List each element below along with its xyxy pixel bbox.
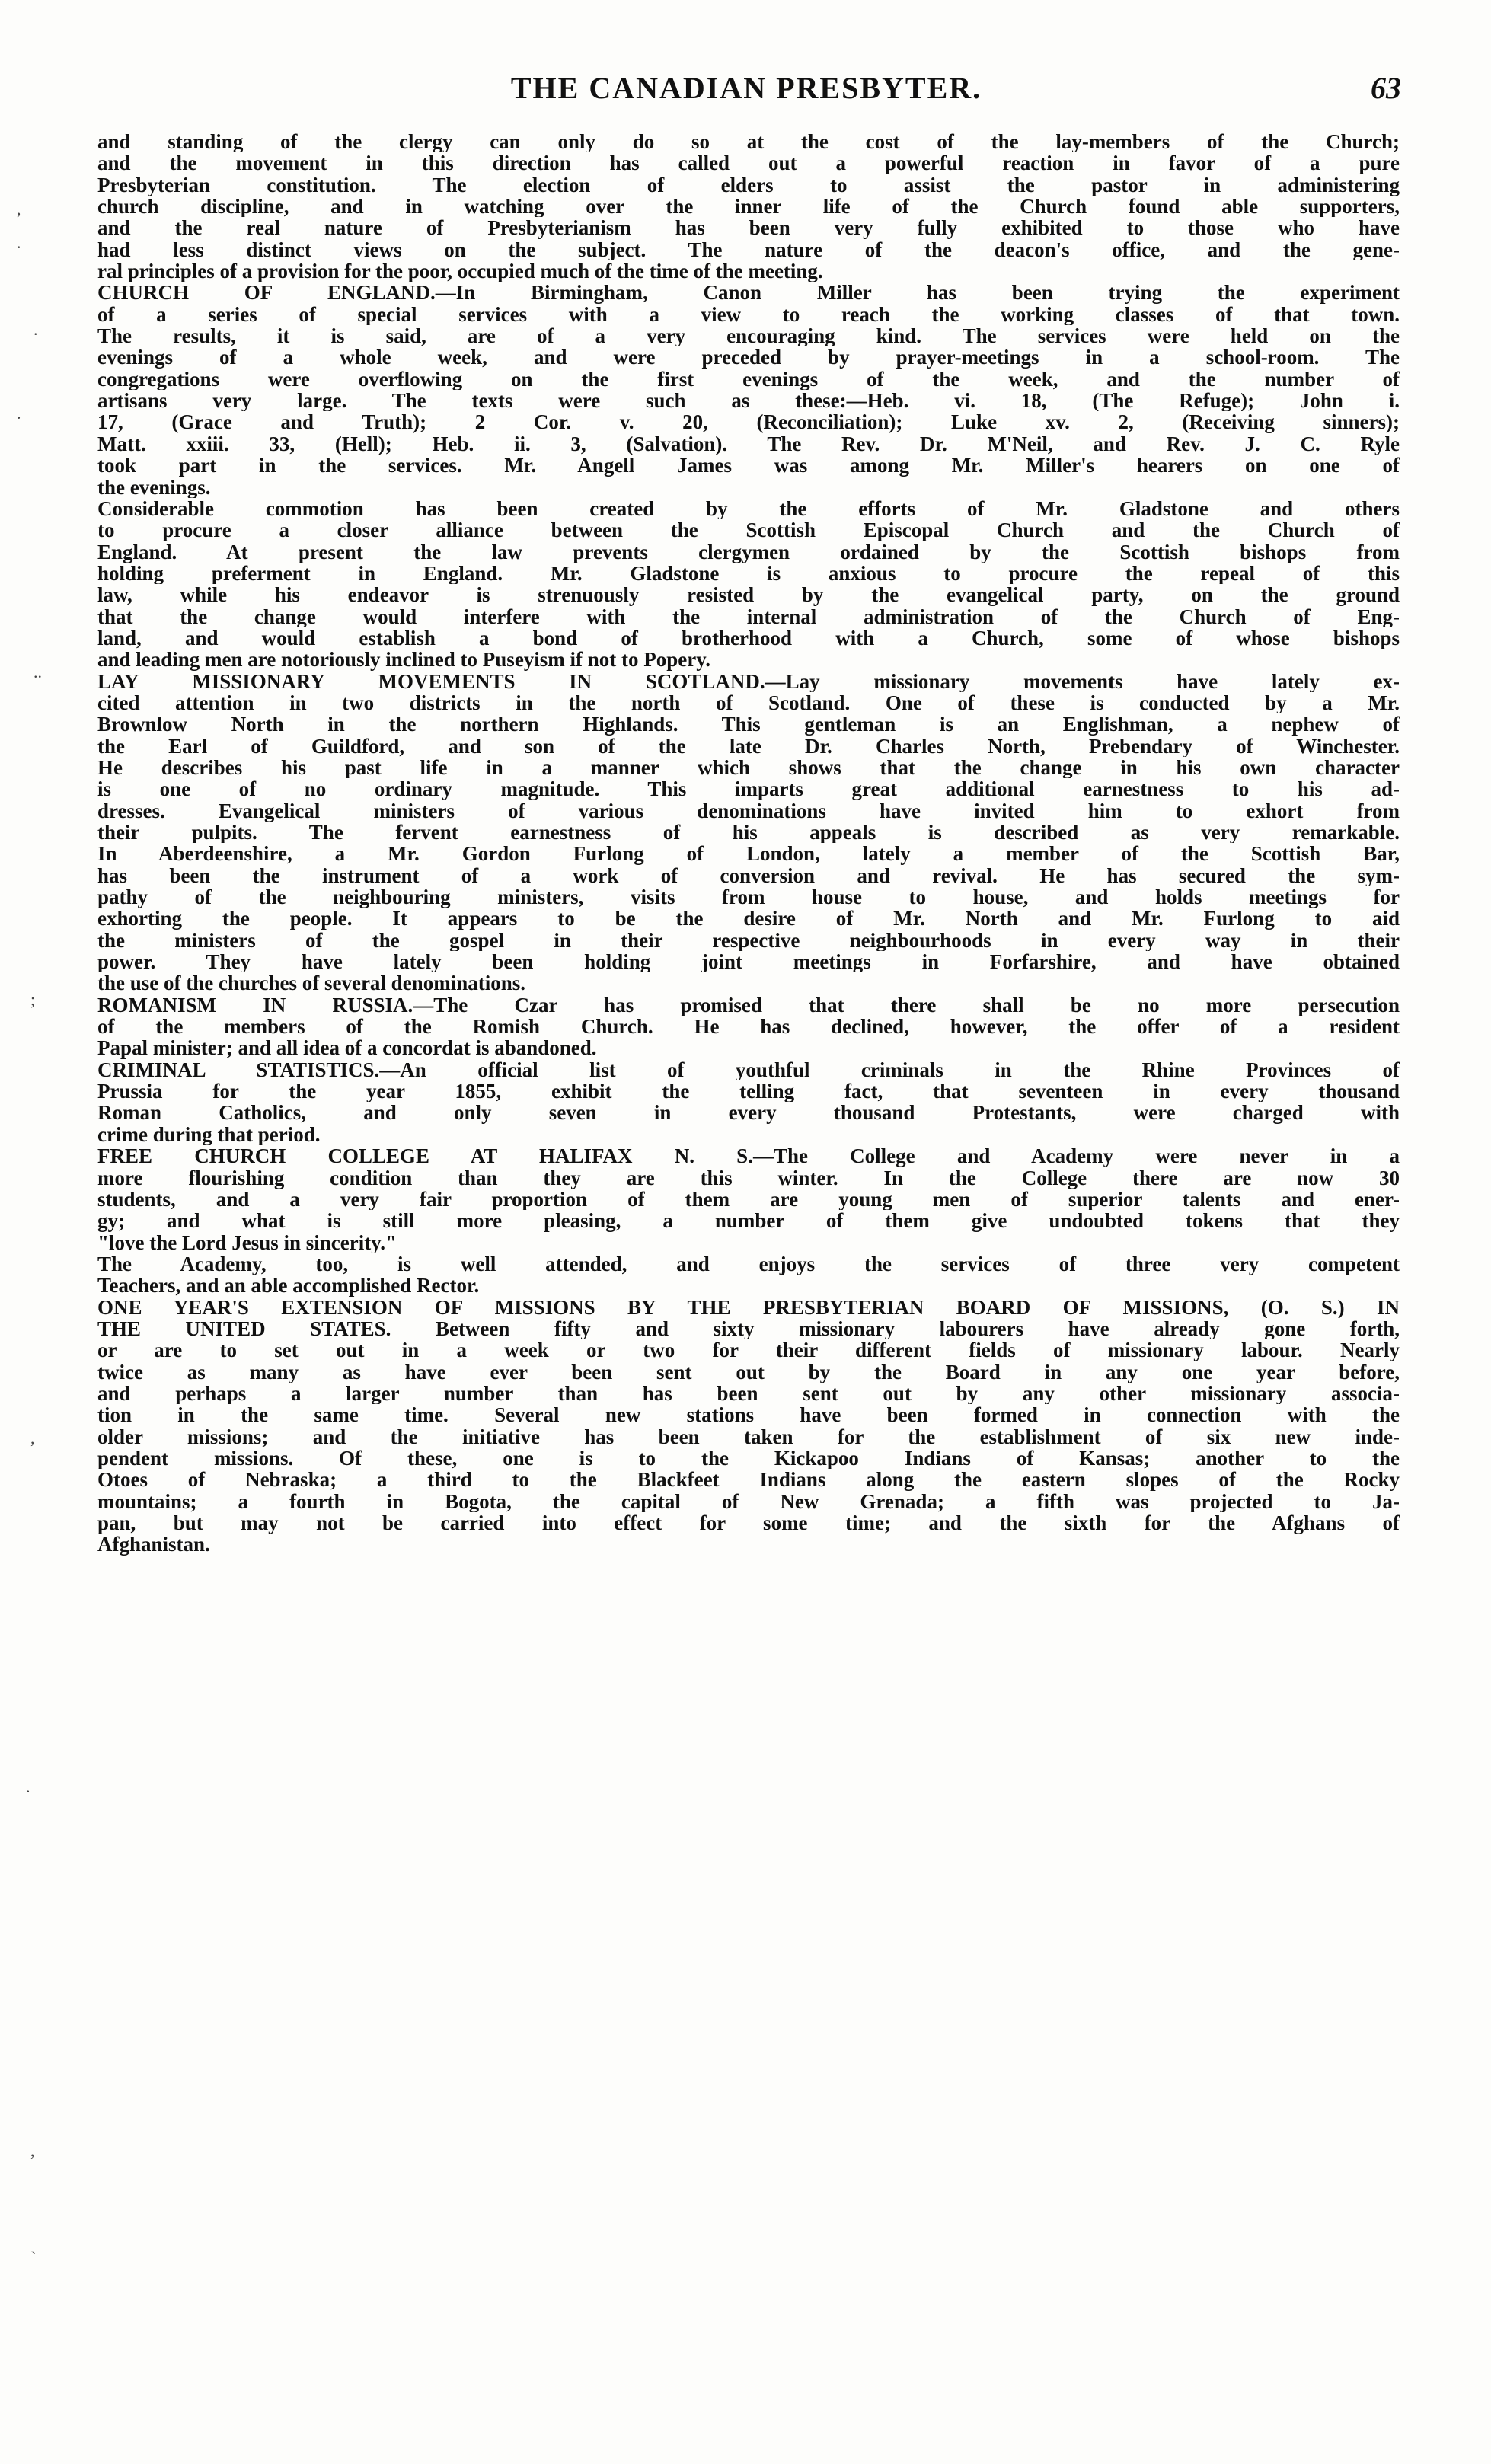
text-line: Afghanistan.	[97, 1534, 210, 1556]
margin-mark: ,	[17, 199, 21, 219]
text-line: Prussia for the year 1855, exhibit the telling fact, that seventeen in every thousand	[97, 1080, 1400, 1103]
margin-mark: .	[17, 233, 21, 252]
running-title: THE CANADIAN PRESBYTER.	[510, 71, 982, 105]
text-line: The Academy, too, is well attended, and enjoys the services of three very competent	[97, 1253, 1400, 1275]
text-line: Roman Catholics, and only seven in every thousand Protestants, were charged with	[97, 1102, 1400, 1124]
margin-mark: .	[34, 320, 38, 339]
text-line: pan, but may not be carried into effect for some time; and the sixth for the Afghans of	[97, 1512, 1400, 1534]
margin-mark: ;	[30, 990, 36, 1009]
text-line: dresses. Evangelical ministers of various denominations have invited him to exhort from	[97, 800, 1400, 822]
margin-mark: ,	[30, 2141, 35, 2160]
margin-mark: .	[26, 1777, 30, 1796]
text-line: to procure a closer alliance between the Scottish Episcopal Church and the Church of	[97, 519, 1400, 541]
margin-mark: ,	[30, 1428, 35, 1447]
text-line: Otoes of Nebraska; a third to the Blackfeet Indians along the eastern slopes of the Rocky	[97, 1469, 1400, 1491]
text-line: students, and a very fair proportion of them are young men of superior talents and ener-	[97, 1188, 1400, 1211]
text-line: evenings of a whole week, and were preceded by prayer-meetings in a school-room. The	[97, 346, 1400, 369]
text-line: law, while his endeavor is strenuously resisted by the evangelical party, on the ground	[97, 584, 1400, 606]
text-line: cited attention in two districts in the north of Scotland. One of these is conducted by a Mr.	[97, 691, 1400, 714]
text-line: and standing of the clergy can only do so at the cost of the lay-members of the Church;	[97, 131, 1400, 153]
text-line: ral principles of a provision for the poor, occupied much of the time of the meeting.	[97, 260, 823, 282]
text-line: He describes his past life in a manner which shows that the change in his own character	[97, 756, 1400, 779]
text-line: ROMANISM IN RUSSIA.—The Czar has promised that there shall be no more persecution	[97, 994, 1400, 1017]
text-line: has been the instrument of a work of conversion and revival. He has secured the sym-	[97, 864, 1400, 887]
text-line: Considerable commotion has been created by the efforts of Mr. Gladstone and others	[97, 497, 1400, 520]
text-line: and perhaps a larger number than has been sent out by any other missionary associa-	[97, 1382, 1400, 1405]
text-line: holding preferment in England. Mr. Gladstone is anxious to procure the repeal of this	[97, 562, 1400, 585]
text-line: Matt. xxiii. 33, (Hell); Heb. ii. 3, (Salvation). The Rev. Dr. M'Neil, and Rev. J. C. Ryle	[97, 432, 1400, 455]
text-line: The results, it is said, are of a very encouraging kind. The services were held on the	[97, 325, 1400, 347]
text-line: that the change would interfere with the internal administration of the Church of Eng-	[97, 605, 1400, 627]
text-line: had less distinct views on the subject. The nature of the deacon's office, and the gene-	[97, 238, 1400, 261]
text-line: THE UNITED STATES. Between fifty and sixty missionary labourers have already gone forth,	[97, 1317, 1400, 1340]
text-line: and the movement in this direction has called out a powerful reaction in favor of a pure	[97, 152, 1400, 174]
text-line: CRIMINAL STATISTICS.—An official list of youthful criminals in the Rhine Provinces of	[97, 1058, 1400, 1081]
text-line: pathy of the neighbouring ministers, visits from house to house, and holds meetings for	[97, 886, 1400, 908]
text-line: crime during that period.	[97, 1123, 321, 1146]
margin-mark: `	[30, 2248, 37, 2267]
article-body	[97, 131, 1400, 2415]
margin-mark: .	[17, 404, 21, 423]
text-line: In Aberdeenshire, a Mr. Gordon Furlong of London, lately a member of the Scottish Bar,	[97, 843, 1400, 865]
text-line: took part in the services. Mr. Angell James was among Mr. Miller's hearers on one of	[97, 455, 1400, 477]
text-line: their pulpits. The fervent earnestness of his appeals is described as very remarkable.	[97, 822, 1400, 844]
text-line: Teachers, and an able accomplished Rector.	[97, 1275, 480, 1297]
text-line: LAY MISSIONARY MOVEMENTS IN SCOTLAND.—Lay missionary movements have lately ex-	[97, 670, 1400, 692]
text-line: more flourishing condition than they are this winter. In the College there are now 30	[97, 1167, 1400, 1189]
text-line: is one of no ordinary magnitude. This imparts great additional earnestness to his ad-	[97, 778, 1400, 800]
text-line: of the members of the Romish Church. He has declined, however, the offer of a resident	[97, 1016, 1400, 1038]
text-line: older missions; and the initiative has been taken for the establishment of six new inde-	[97, 1425, 1400, 1447]
text-line: land, and would establish a bond of brotherhood with a Church, some of whose bishops	[97, 627, 1400, 650]
text-line: "love the Lord Jesus in sincerity."	[97, 1231, 397, 1253]
text-line: mountains; a fourth in Bogota, the capital of New Grenada; a fifth was projected to Ja-	[97, 1490, 1400, 1512]
text-line: tion in the same time. Several new stations have been formed in connection with the	[97, 1404, 1400, 1426]
page-header	[91, 70, 1401, 116]
text-line: congregations were overflowing on the first evenings of the week, and the number of	[97, 368, 1400, 391]
text-line: artisans very large. The texts were such as these:—Heb. vi. 18, (The Refuge); John i.	[97, 390, 1400, 412]
text-line: church discipline, and in watching over the inner life of the Church found able supporters,	[97, 196, 1400, 218]
text-line: Papal minister; and all idea of a concordat is abandoned.	[97, 1037, 597, 1059]
text-line: the ministers of the gospel in their respective neighbourhoods in every way in their	[97, 929, 1400, 952]
text-line: FREE CHURCH COLLEGE AT HALIFAX N. S.—The College and Academy were never in a	[97, 1145, 1400, 1167]
text-line: England. At present the law prevents clergymen ordained by the Scottish bishops from	[97, 541, 1400, 563]
text-line: the evenings.	[97, 476, 211, 498]
text-line: the use of the churches of several denominations.	[97, 972, 525, 994]
text-line: power. They have lately been holding joint meetings in Forfarshire, and have obtained	[97, 951, 1400, 973]
text-line: Presbyterian constitution. The election of elders to assist the pastor in administering	[97, 174, 1400, 196]
text-line: exhorting the people. It appears to be the desire of Mr. North and Mr. Furlong to aid	[97, 908, 1400, 930]
text-line: Brownlow North in the northern Highlands. This gentleman is an Englishman, a nephew of	[97, 713, 1400, 736]
text-line: twice as many as have ever been sent out by the Board in any one year before,	[97, 1361, 1400, 1383]
text-line: ONE YEAR'S EXTENSION OF MISSIONS BY THE PRESBYTERIAN BOARD OF MISSIONS, (O. S.) IN	[97, 1296, 1400, 1318]
margin-marks	[0, 0, 91, 2464]
margin-mark: ..	[34, 662, 42, 681]
text-line: CHURCH OF ENGLAND.—In Birmingham, Canon Miller has been trying the experiment	[97, 282, 1400, 304]
text-line: 17, (Grace and Truth); 2 Cor. v. 20, (Reconciliation); Luke xv. 2, (Receiving sinners);	[97, 411, 1400, 433]
text-line: pendent missions. Of these, one is to the Kickapoo Indians of Kansas; another to the	[97, 1447, 1400, 1470]
text-line: of a series of special services with a view to reach the working classes of that town.	[97, 303, 1400, 326]
text-line: gy; and what is still more pleasing, a number of them give undoubted tokens that they	[97, 1210, 1400, 1232]
page-number: 63	[1371, 71, 1401, 105]
text-line: and the real nature of Presbyterianism has been very fully exhibited to those who have	[97, 217, 1400, 239]
text-line: or are to set out in a week or two for their different fields of missionary labour. Nearly	[97, 1339, 1400, 1361]
text-line: and leading men are notoriously inclined to Puseyism if not to Popery.	[97, 649, 711, 671]
text-line: the Earl of Guildford, and son of the late Dr. Charles North, Prebendary of Winchester.	[97, 735, 1400, 757]
